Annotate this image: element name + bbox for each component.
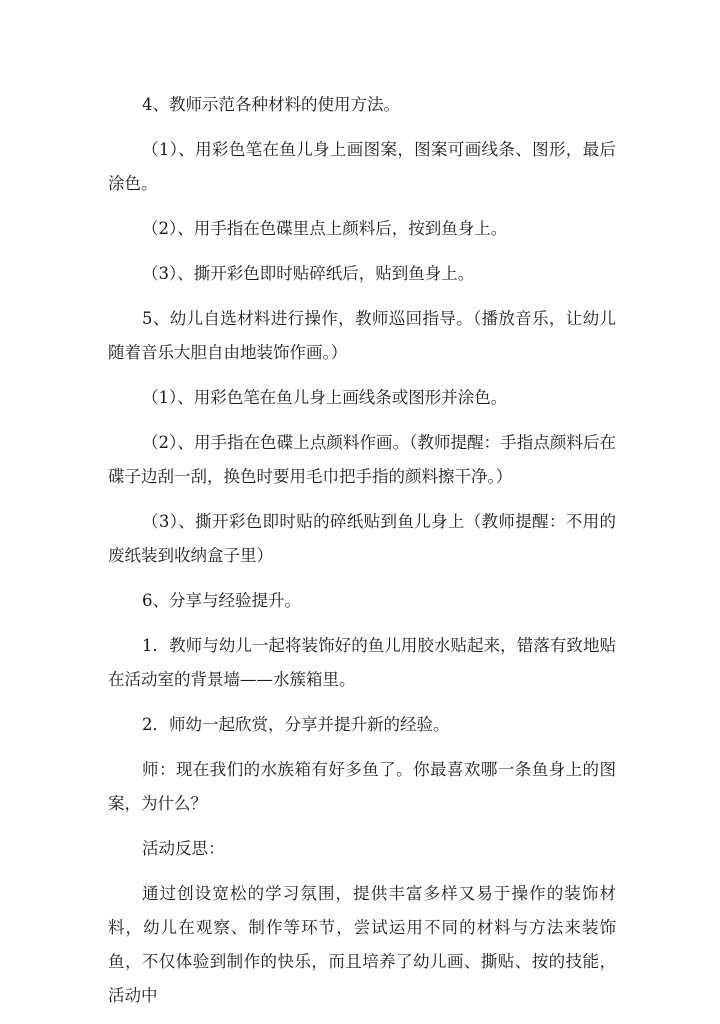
- paragraph-reflection-heading: 活动反思：: [142, 839, 225, 858]
- paragraph-step-5-2: （2）、用手指在色碟上点颜料作画。（教师提醒：手指点颜料后在碟子边刮一刮，换色时要用毛巾把手指的颜料擦干净。）: [108, 433, 616, 486]
- paragraph-step-5-3: （3）、撕开彩色即时贴的碎纸贴到鱼儿身上（教师提醒：不用的废纸装到收纳盒子里）: [108, 512, 616, 565]
- paragraph-step-5: 5、幼儿自选材料进行操作，教师巡回指导。（播放音乐，让幼儿随着音乐大胆自由地装饰作画。）: [108, 309, 616, 362]
- paragraph-step-6: 6、分享与经验提升。: [142, 591, 301, 610]
- paragraph-step-6-1: 1．教师与幼儿一起将装饰好的鱼儿用胶水贴起来，错落有致地贴在活动室的背景墙——水簇箱里。: [108, 636, 616, 689]
- paragraph-step-4-3: （3）、撕开彩色即时贴碎纸后，贴到鱼身上。: [142, 264, 475, 283]
- paragraph-teacher-question: 师：现在我们的水族箱有好多鱼了。你最喜欢哪一条鱼身上的图案，为什么？: [108, 760, 616, 813]
- paragraph-step-4-1: （1）、用彩色笔在鱼儿身上画图案，图案可画线条、图形，最后涂色。: [108, 140, 616, 193]
- paragraph-step-4-2: （2）、用手指在色碟里点上颜料后，按到鱼身上。: [142, 219, 508, 238]
- document-body: [108, 88, 616, 1024]
- paragraph-step-6-2: 2．师幼一起欣赏，分享并提升新的经验。: [142, 715, 450, 734]
- paragraph-reflection-body: 通过创设宽松的学习氛围，提供丰富多样又易于操作的装饰材料，幼儿在观察、制作等环节，尝试运用不同的材料与方法来装饰鱼，不仅体验到制作的快乐，而且培养了幼儿画、撕贴、按的技能，活动中: [108, 884, 616, 1005]
- paragraph-step-5-1: （1）、用彩色笔在鱼儿身上画线条或图形并涂色。: [142, 388, 508, 407]
- paragraph-step-4: 4、教师示范各种材料的使用方法。: [142, 95, 400, 114]
